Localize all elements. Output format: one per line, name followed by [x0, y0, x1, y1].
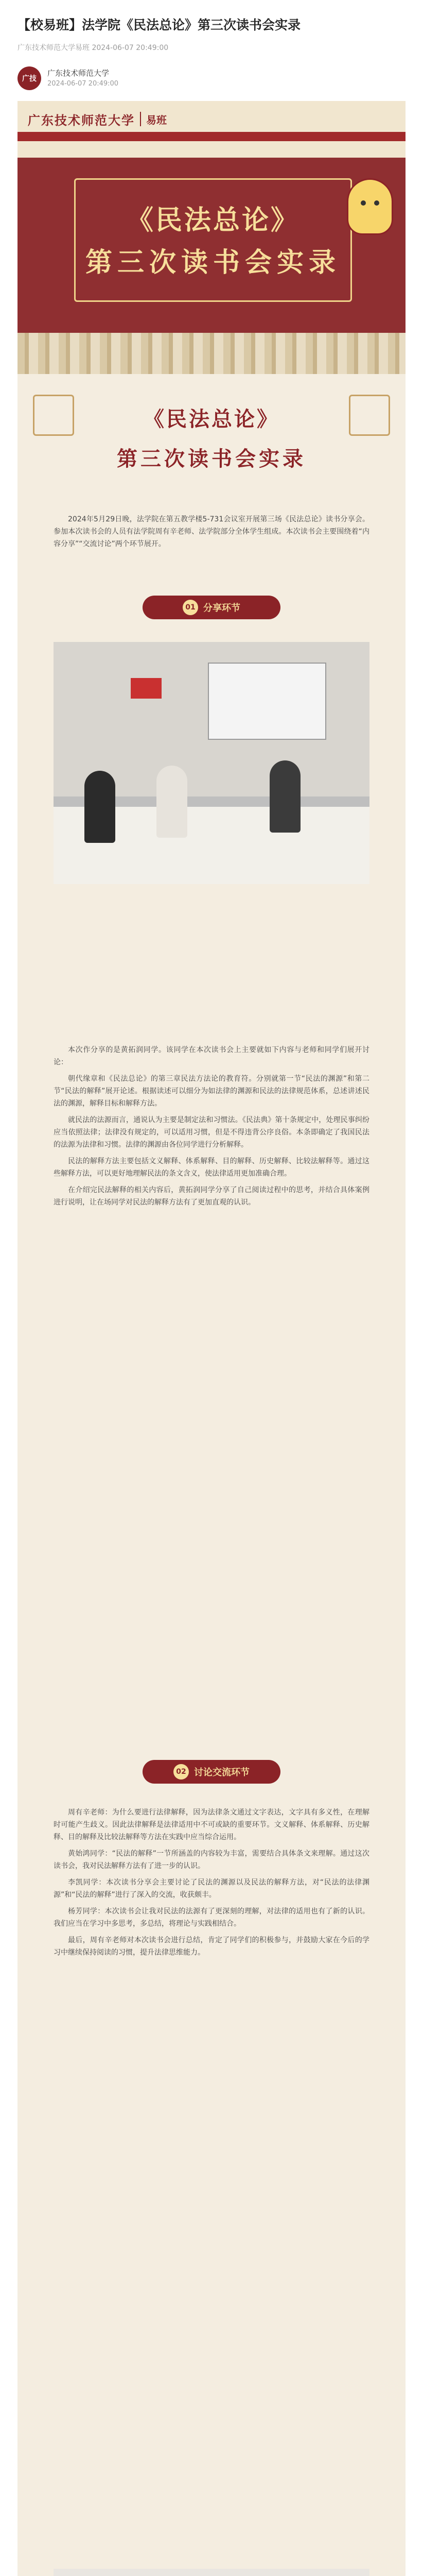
banner-title-line-2: 第三次读书会实录 — [85, 247, 341, 278]
banner-brand — [28, 108, 167, 130]
section-2-paragraph: 最后，周有辛老师对本次读书会进行总结，肯定了同学们的积极参与，并鼓励大家在今后的学习中继续保持阅读的习惯，提升法律思维能力。 — [54, 1936, 369, 1957]
section-1-number: 01 — [183, 600, 198, 615]
section-1-paragraph: 本次作分享的是黄拓润同学。该同学在本次读书会上主要就如下内容与老师和同学们展开讨论： — [54, 1046, 369, 1066]
section-1-paragraph: 朝代缘章和《民法总论》的第三章民法方法论的教育符。分别就第一节“民法的渊源”和第二节“民法的解释”展开论述。根据读述可以细分为如法律的渊源和民法的法律规范体系，总述讲述民法的渊源，解释目标和解释方法。 — [54, 1075, 369, 1108]
sharing-photo — [54, 642, 369, 884]
article-heading — [17, 389, 406, 482]
section-1-paragraph: 民法的解释方法主要包括文义解释、体系解释、目的解释、历史解释、比较法解释等。通过这些解释方法，可以更好地理解民法的条文含义，使法律适用更加准确合理。 — [54, 1157, 369, 1178]
section-1-header — [143, 596, 280, 619]
section-2-paragraph: 杨芳同学：本次读书会让我对民法的法源有了更深刻的理解，对法律的适用也有了新的认识。我们应当在学习中多思考，多总结，将理论与实践相结合。 — [54, 1907, 369, 1928]
intro-paragraph — [54, 513, 369, 554]
books-decoration — [17, 333, 406, 374]
section-2-number: 02 — [173, 1764, 189, 1780]
photo-projector-screen — [208, 663, 326, 740]
article-heading-line-2: 第三次读书会实录 — [117, 447, 306, 471]
banner — [17, 101, 406, 374]
article-meta: 广东技术师范大学易班 2024-06-07 20:49:00 — [17, 44, 169, 52]
account-name[interactable]: 广东技术师范大学 — [47, 69, 110, 78]
section-1-paragraph: 就民法的法源而言，通说认为主要是制定法和习惯法。《民法典》第十条规定中，处理民事纠纷应当依照法律；法律没有规定的，可以适用习惯，但是不得违背公序良俗。本条即确定了我国民法的法源为法律和习惯。法律的渊源由各位同学进行分析解释。 — [54, 1116, 369, 1149]
brand-yiban: 易班 — [146, 113, 167, 126]
mascot-eye-icon — [361, 200, 366, 206]
photo-person — [84, 771, 115, 843]
photo-flag — [131, 678, 162, 699]
section-2-paragraph: 李凯同学：本次读书分享会主要讨论了民法的渊源以及民法的解释方法，对“民法的法律渊源”和“民法的解释”进行了深入的交流，收获颇丰。 — [54, 1878, 369, 1899]
brand-divider — [140, 112, 141, 126]
photo-person — [156, 766, 187, 838]
account-card[interactable] — [17, 62, 406, 95]
section-2-header — [143, 1760, 280, 1784]
section-1-text — [54, 1044, 369, 1213]
account-date: 2024-06-07 20:49:00 — [47, 80, 119, 88]
section-2-text — [54, 1806, 369, 1963]
intro-text: 2024年5月29日晚，法学院在第五教学楼5-731会议室开展第三场《民法总论》读书分享会。参加本次读书会的人员有法学院周有辛老师、法学院部分全体学生组成。本次读书会主要围绕着“内容分享”“交流讨论”两个环节展开。 — [54, 515, 369, 548]
account-avatar[interactable]: 广技 — [17, 66, 41, 90]
mascot-eye-icon — [374, 200, 379, 206]
brand-name: 广东技术师范大学 — [28, 112, 135, 128]
mascot-icon — [347, 178, 393, 235]
photo-person — [270, 760, 301, 833]
discussion-photo — [54, 2569, 369, 2576]
banner-title-line-1: 《民法总论》 — [126, 205, 299, 236]
article-heading-line-1: 《民法总论》 — [144, 407, 279, 431]
section-2-paragraph: 黄始鸿同学：“民法的解释”一节所涵盖的内容较为丰富，需要结合具体条文来理解。通过这次读书会，我对民法解释方法有了进一步的认识。 — [54, 1850, 369, 1870]
section-2-paragraph: 周有辛老师：为什么要进行法律解释，因为法律条文通过文字表达，文字具有多义性，在理解时可能产生歧义。因此法律解释是法律适用中不可或缺的重要环节。文义解释、体系解释、历史解释、目的解释及比较法解释等方法在实践中应当综合运用。 — [54, 1808, 369, 1841]
banner-title-frame — [74, 178, 352, 302]
article-header — [0, 0, 423, 95]
section-1-paragraph: 在介绍完民法解释的相关内容后，黄拓润同学分享了自己阅读过程中的思考，并结合具体案例进行说明，让在场同学对民法的解释方法有了更加直观的认识。 — [54, 1186, 369, 1207]
section-1-label: 分享环节 — [203, 603, 240, 614]
article-title: 【校易班】法学院《民法总论》第三次读书会实录 — [17, 18, 301, 32]
article-body — [17, 101, 406, 2576]
section-2-label: 讨论交流环节 — [194, 1767, 250, 1778]
account-text — [47, 67, 118, 89]
photo-stage — [54, 2569, 369, 2576]
banner-ribbon — [17, 132, 406, 141]
